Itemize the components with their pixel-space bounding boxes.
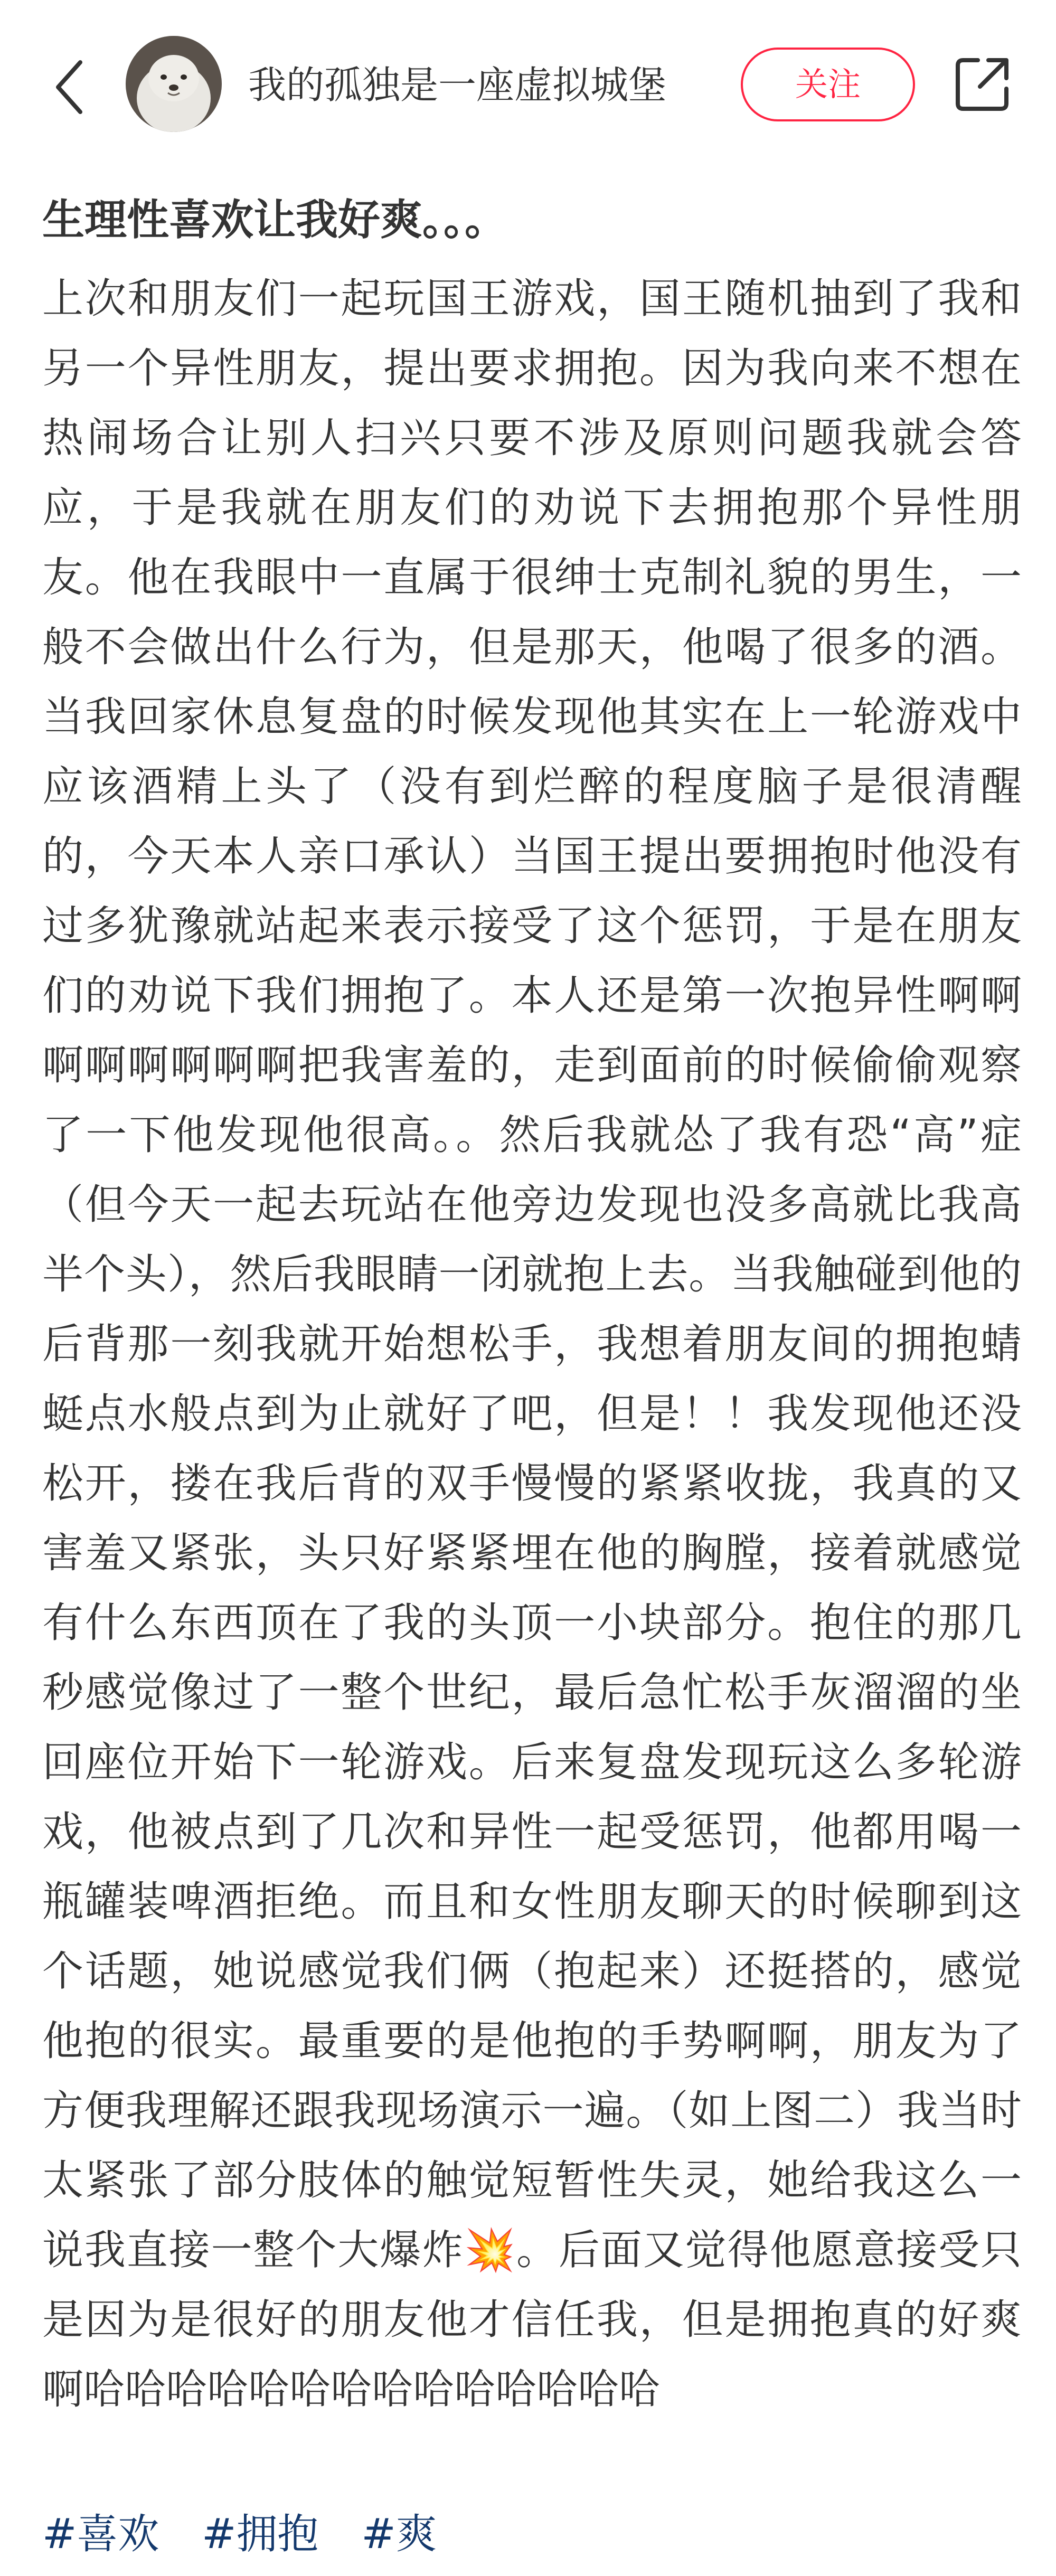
share-button[interactable] xyxy=(950,53,1014,116)
chevron-left-icon xyxy=(49,53,91,121)
author-avatar[interactable] xyxy=(126,36,222,132)
share-icon xyxy=(950,53,1014,116)
post-title: 生理性喜欢让我好爽。。。 xyxy=(42,195,507,244)
tag-link[interactable]: #爽 xyxy=(361,2511,437,2558)
tag-link[interactable]: #拥抱 xyxy=(202,2511,319,2558)
author-name[interactable]: 我的孤独是一座虚拟城堡 xyxy=(248,63,667,107)
top-navigation-bar xyxy=(0,0,1056,174)
avatar-image xyxy=(126,36,222,132)
back-button[interactable] xyxy=(49,53,91,121)
follow-button[interactable]: 关注 xyxy=(741,48,915,121)
tag-link[interactable]: #喜欢 xyxy=(42,2511,159,2558)
tag-list xyxy=(42,2505,467,2563)
post-body: 上次和朋友们一起玩国王游戏，国王随机抽到了我和另一个异性朋友，提出要求拥抱。因为我向来不想在热闹场合让别人扫兴只要不涉及原则问题我就会答应，于是我就在朋友们的劝说下去拥抱那个异性朋友。他在我眼中一直属于很绅士克制礼貌的男生，一般不会做出什么行为，但是那天，他喝了很多的酒。当我回家休息复盘的时候发现他其实在上一轮游戏中应该酒精上头了（没有到烂醉的程度脑子是很清醒的，今天本人亲口承认）当国王提出要拥抱时他没有过多犹豫就站起来表示接受了这个惩罚，于是在朋友们的劝说下我们拥抱了。本人还是第一次抱异性啊啊啊啊啊啊啊啊把我害羞的，走到面前的时候偷偷观察了一下他发现他很高。。然后我就怂了我有恐“高”症（但今天一起去玩站在他旁边发现也没多高就比我高半个头），然后我眼睛一闭就抱上去。当我触碰到他的后背那一刻我就开始想松手，我想着朋友间的拥抱蜻蜓点水般点到为止就好了吧，但是！！我发现他还没松开，搂在我后背的双手慢慢的紧紧收拢，我真的又害羞又紧张，头只好紧紧埋在他的胸膛，接着就感觉有什么东西顶在了我的头顶一小块部分。抱住的那几秒感觉像过了一整个世纪，最后急忙松手灰溜溜的坐回座位开始下一轮游戏。后来复盘发现玩这么多轮游戏，他被点到了几次和异性一起受惩罚，他都用喝一瓶罐装啤酒拒绝。而且和女性朋友聊天的时候聊到这个话题，她说感觉我们俩（抱起来）还挺搭的，感觉他抱的很实。最重要的是他抱的手势啊啊，朋友为了方便我理解还跟我现场演示一遍。（如上图二）我当时太紧张了部分肢体的触觉短暂性失灵，她给我这么一说我直接一整个大爆炸💥。后面又觉得他愿意接受只是因为是很好的朋友他才信任我，但是拥抱真的好爽啊哈哈哈哈哈哈哈哈哈哈哈哈哈哈 xyxy=(42,275,1022,2413)
